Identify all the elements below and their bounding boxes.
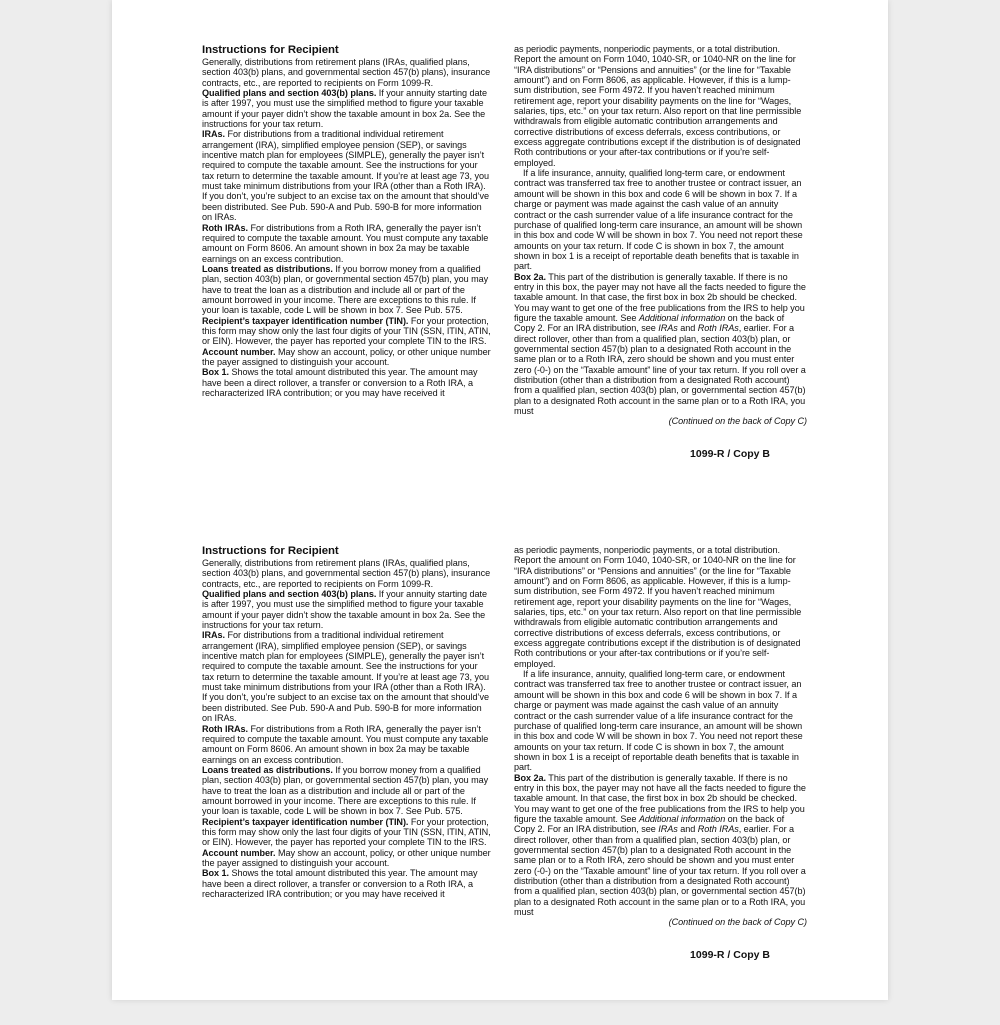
qualified-plans-paragraph xyxy=(202,88,492,129)
tin-text: For your protection, this form may show only the last four digits of your TIN (SSN, ITIN, ATIN, or EIN). However, the payer has reported your complete TIN to the IRS. xyxy=(202,315,491,347)
roth-iras-title: Roth IRAs. xyxy=(202,723,248,734)
left-column xyxy=(202,44,492,398)
instructions-heading: Instructions for Recipient xyxy=(202,545,339,557)
box1-continued-paragraph: as periodic payments, nonperiodic payments, or a total distribution. Report the amount on Form 1040, 1040-SR, or 1040-NR on the line for “IRA distributions” or “Pensions and annuities” (or the line for “Taxable amount”) and on Form 8606, as applicable. However, if this is a lump-sum distribution, see Form 4972. If you haven’t reached minimum retirement age, report your disability payments on the line for “Wages, salaries, tips, etc.” on your tax return. Also report on that line permissible withdrawals from eligible automatic contribution arrangements and corrective distributions of excess deferrals, excess contributions, or excess aggregate contributions except if the distribution is of designated Roth contributions or your after-tax contributions or if you’re self-employed. xyxy=(514,44,802,168)
instructions-heading: Instructions for Recipient xyxy=(202,44,339,56)
roth-iras-text: For distributions from a Roth IRA, generally the payer isn’t required to compute the taxable amount. You must compute any taxable amount on Form 8606. An amount shown in box 2a may be taxable earnings on an excess contribution. xyxy=(202,222,489,264)
tin-text: For your protection, this form may show only the last four digits of your TIN (SSN, ITIN, ATIN, or EIN). However, the payer has reported your complete TIN to the IRS. xyxy=(202,816,491,848)
qualified-plans-text: If your annuity starting date is after 1997, you must use the simplified method to figure your taxable amount if your payer didn’t show the taxable amount in box 2a. See the instructions for your tax return. xyxy=(202,589,488,631)
intro-paragraph: Generally, distributions from retirement plans (IRAs, qualified plans, section 403(b) plans, and governmental section 457(b) plans), insurance contracts, etc., are reported to recipients on Form 1099-R. xyxy=(202,558,491,589)
copy-label: 1099-R / Copy B xyxy=(690,448,770,460)
loans-text: If you borrow money from a qualified plan, section 403(b) plan, or governmental section 457(b) plan, you may have to treat the loan as a distribution and include all or part of the amount borrowed in your income. There are exceptions to this rule. If your loan is taxable, code L will be shown in box 7. See Pub. 575. xyxy=(202,764,489,817)
additional-information-ref: Additional information xyxy=(638,813,726,824)
roth-iras-title: Roth IRAs. xyxy=(202,222,248,233)
box2a-text-2: on the back of Copy 2. For an IRA distribution, see xyxy=(514,312,785,334)
account-number-text: May show an account, policy, or other unique number the payer assigned to distinguish your account. xyxy=(202,847,491,868)
tin-title: Recipient’s taxpayer identification number (TIN). xyxy=(202,816,409,827)
tin-title: Recipient’s taxpayer identification number (TIN). xyxy=(202,315,409,326)
iras-paragraph xyxy=(202,129,492,222)
box1-text: Shows the total amount distributed this year. The amount may have been a direct rollover, a transfer or conversion to a Roth IRA, a recharacterized IRA contribution; or you may have received it xyxy=(202,367,478,398)
box2a-title: Box 2a. xyxy=(514,271,546,282)
qualified-plans-title: Qualified plans and section 403(b) plans. xyxy=(202,88,377,99)
form-sheet xyxy=(112,0,888,1000)
qualified-plans-text: If your annuity starting date is after 1997, you must use the simplified method to figure your taxable amount if your payer didn’t show the taxable amount in box 2a. See the instructions for your tax return. xyxy=(202,88,488,130)
copy-label: 1099-R / Copy B xyxy=(690,949,770,961)
account-number-paragraph xyxy=(202,848,492,869)
life-insurance-paragraph: If a life insurance, annuity, qualified long-term care, or endowment contract was transferred tax free to another trustee or contract issuer, an amount will be shown in this box and code 6 will be shown in box 7. If a charge or payment was made against the cash value of an annuity contract or the cash surrender value of a life insurance contract for the purchase of qualified long-term care insurance, an amount will be shown in this box and code W will be shown in box 7. You need not report these amounts on your tax return. If code C is shown in box 7, the amount shown in box 1 is a receipt of reportable death benefits that is taxable in part. xyxy=(514,669,803,773)
iras-title: IRAs. xyxy=(202,129,225,140)
account-number-title: Account number. xyxy=(202,847,276,858)
roth-iras-ref: Roth IRAs xyxy=(697,824,739,835)
box1-title: Box 1. xyxy=(202,367,229,378)
intro-paragraph: Generally, distributions from retirement plans (IRAs, qualified plans, section 403(b) plans, and governmental section 457(b) plans), insurance contracts, etc., are reported to recipients on Form 1099-R. xyxy=(202,57,491,88)
loans-paragraph xyxy=(202,264,492,316)
continued-note: (Continued on the back of Copy C) xyxy=(668,416,807,427)
box2a-text-1: This part of the distribution is generally taxable. If there is no entry in this box, the payer may not have all the facts needed to figure the taxable amount. In that case, the first box in box 2b should be checked. You may want to get one of the free publications from the IRS to help you figure the taxable amount. See xyxy=(514,772,806,824)
left-column xyxy=(202,545,492,899)
box2a-text-2: on the back of Copy 2. For an IRA distribution, see xyxy=(514,813,785,835)
account-number-text: May show an account, policy, or other unique number the payer assigned to distinguish your account. xyxy=(202,346,491,367)
qualified-plans-title: Qualified plans and section 403(b) plans. xyxy=(202,589,377,600)
box2a-text-1: This part of the distribution is generally taxable. If there is no entry in this box, the payer may not have all the facts needed to figure the taxable amount. In that case, the first box in box 2b should be checked. You may want to get one of the free publications from the IRS to help you figure the taxable amount. See xyxy=(514,271,806,323)
box2a-text-4: , earlier. For a direct rollover, other than from a qualified plan, section 403(b) plan, or governmental section 457(b) plan to a designated Roth account in the same plan or to a Roth IRA, zero should be shown and you must enter zero (-0-) on the “Taxable amount” line of your tax return. If you roll over a distribution (other than a distribution from a designated Roth account) from a qualified plan, section 403(b) plan, or governmental section 457(b) plan to a designated Roth account in the same plan or to a Roth IRA, you must xyxy=(514,824,806,918)
iras-ref: IRAs xyxy=(658,824,678,835)
account-number-title: Account number. xyxy=(202,346,276,357)
box2a-text-4: , earlier. For a direct rollover, other than from a qualified plan, section 403(b) plan, or governmental section 457(b) plan to a designated Roth account in the same plan or to a Roth IRA, zero should be shown and you must enter zero (-0-) on the “Taxable amount” line of your tax return. If you roll over a distribution (other than a distribution from a designated Roth account) from a qualified plan, section 403(b) plan, or governmental section 457(b) plan to a designated Roth account in the same plan or to a Roth IRA, you must xyxy=(514,323,806,417)
account-number-paragraph xyxy=(202,347,492,368)
iras-paragraph xyxy=(202,630,492,723)
copy-b-top xyxy=(202,44,832,524)
qualified-plans-paragraph xyxy=(202,589,492,630)
box2a-title: Box 2a. xyxy=(514,772,546,783)
box1-continued-paragraph: as periodic payments, nonperiodic payments, or a total distribution. Report the amount on Form 1040, 1040-SR, or 1040-NR on the line for “IRA distributions” or “Pensions and annuities” (or the line for “Taxable amount”) and on Form 8606, as applicable. However, if this is a lump-sum distribution, see Form 4972. If you haven’t reached minimum retirement age, report your disability payments on the line for “Wages, salaries, tips, etc.” on your tax return. Also report on that line permissible withdrawals from eligible automatic contribution arrangements and corrective distributions of excess deferrals, excess contributions, or excess aggregate contributions except if the distribution is of designated Roth contributions or your after-tax contributions or if you’re self-employed. xyxy=(514,545,802,669)
copy-b-bottom xyxy=(202,545,832,1025)
box2a-paragraph xyxy=(514,272,807,417)
roth-iras-text: For distributions from a Roth IRA, generally the payer isn’t required to compute the taxable amount. You must compute any taxable amount on Form 8606. An amount shown in box 2a may be taxable earnings on an excess contribution. xyxy=(202,723,489,765)
box1-paragraph xyxy=(202,868,492,899)
roth-iras-paragraph xyxy=(202,223,492,264)
right-column xyxy=(514,545,807,928)
iras-title: IRAs. xyxy=(202,630,225,641)
additional-information-ref: Additional information xyxy=(638,312,726,323)
iras-text: For distributions from a traditional individual retirement arrangement (IRA), simplified employee pension (SEP), or savings incentive match plan for employees (SIMPLE), generally the payer isn’t required to compute the taxable amount. See the instructions for your tax return to determine the taxable amount. If you’re at least age 73, you must take minimum distributions from your IRA (other than a Roth IRA). If you don’t, you’re subject to an excise tax on the amount that should’ve been distributed. See Pub. 590-A and Pub. 590-B for more information on IRAs. xyxy=(202,630,489,724)
iras-text: For distributions from a traditional individual retirement arrangement (IRA), simplified employee pension (SEP), or savings incentive match plan for employees (SIMPLE), generally the payer isn’t required to compute the taxable amount. See the instructions for your tax return to determine the taxable amount. If you’re at least age 73, you must take minimum distributions from your IRA (other than a Roth IRA). If you don’t, you’re subject to an excise tax on the amount that should’ve been distributed. See Pub. 590-A and Pub. 590-B for more information on IRAs. xyxy=(202,129,489,223)
loans-paragraph xyxy=(202,765,492,817)
box2a-text-3: and xyxy=(677,824,698,835)
box1-paragraph xyxy=(202,367,492,398)
loans-title: Loans treated as distributions. xyxy=(202,764,333,775)
roth-iras-ref: Roth IRAs xyxy=(697,323,739,334)
box1-title: Box 1. xyxy=(202,868,229,879)
continued-note: (Continued on the back of Copy C) xyxy=(668,917,807,928)
box1-text: Shows the total amount distributed this year. The amount may have been a direct rollover, a transfer or conversion to a Roth IRA, a recharacterized IRA contribution; or you may have received it xyxy=(202,868,478,899)
life-insurance-paragraph: If a life insurance, annuity, qualified long-term care, or endowment contract was transferred tax free to another trustee or contract issuer, an amount will be shown in this box and code 6 will be shown in box 7. If a charge or payment was made against the cash value of an annuity contract or the cash surrender value of a life insurance contract for the purchase of qualified long-term care insurance, an amount will be shown in this box and code W will be shown in box 7. You need not report these amounts on your tax return. If code C is shown in box 7, the amount shown in box 1 is a receipt of reportable death benefits that is taxable in part. xyxy=(514,168,803,272)
right-column xyxy=(514,44,807,427)
roth-iras-paragraph xyxy=(202,724,492,765)
box2a-paragraph xyxy=(514,773,807,918)
iras-ref: IRAs xyxy=(658,323,678,334)
loans-title: Loans treated as distributions. xyxy=(202,263,333,274)
tin-paragraph xyxy=(202,817,492,848)
box2a-text-3: and xyxy=(677,323,698,334)
tin-paragraph xyxy=(202,316,492,347)
loans-text: If you borrow money from a qualified plan, section 403(b) plan, or governmental section 457(b) plan, you may have to treat the loan as a distribution and include all or part of the amount borrowed in your income. There are exceptions to this rule. If your loan is taxable, code L will be shown in box 7. See Pub. 575. xyxy=(202,263,489,316)
